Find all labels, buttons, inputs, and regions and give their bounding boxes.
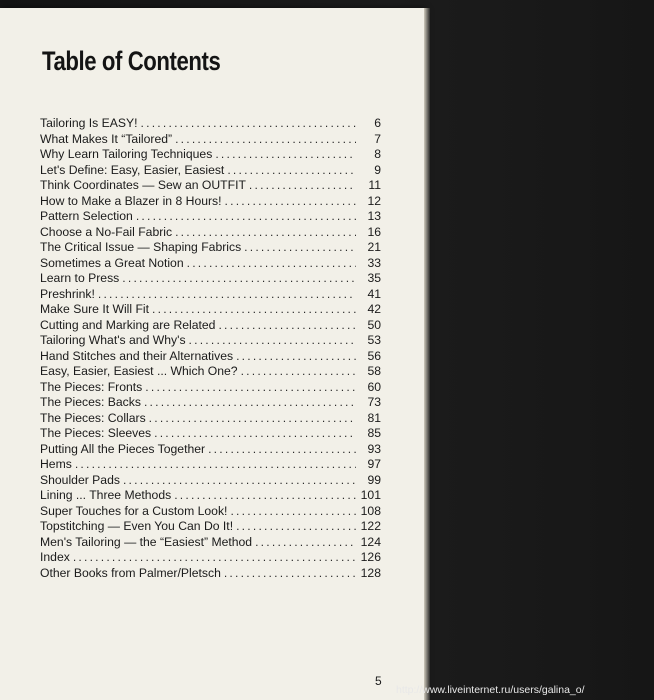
- toc-leader-dots: [122, 271, 356, 287]
- toc-leader-dots: [154, 426, 356, 442]
- toc-entry-page: 42: [367, 302, 381, 316]
- toc-entry: [40, 178, 381, 194]
- toc-entry-page: 13: [367, 209, 381, 223]
- toc-leader-dots: [98, 287, 356, 303]
- toc-leader-dots: [152, 302, 356, 318]
- toc-entry-title: Shoulder Pads: [40, 472, 120, 487]
- toc-entry-page: 58: [367, 364, 381, 378]
- toc-entry: [40, 225, 381, 241]
- toc-leader-dots: [145, 380, 356, 396]
- toc-leader-dots: [218, 318, 356, 334]
- toc-entry: [40, 163, 381, 179]
- toc-entry-title: Learn to Press: [40, 271, 120, 285]
- toc-entry-title: The Pieces: Fronts: [40, 379, 143, 394]
- toc-entry-page: 126: [360, 550, 381, 564]
- toc-entry-page: 124: [360, 534, 381, 549]
- toc-entry: [40, 194, 381, 210]
- toc-entry-page: 35: [367, 271, 381, 285]
- toc-entry: [40, 442, 381, 458]
- toc-entry: [40, 504, 381, 520]
- toc-entry-page: 93: [367, 441, 381, 456]
- toc-entry-page: 56: [367, 348, 381, 363]
- toc-entry-page: 81: [367, 410, 381, 425]
- toc-entry: [40, 380, 381, 396]
- watermark-url: http://www.liveinternet.ru/users/galina_o/: [396, 684, 585, 696]
- toc-entry-page: 50: [367, 317, 381, 332]
- toc-entry-title: Why Learn Tailoring Techniques: [40, 147, 213, 161]
- toc-entry-page: 108: [360, 503, 381, 518]
- toc-entry-title: The Pieces: Backs: [40, 395, 141, 409]
- toc-leader-dots: [255, 535, 356, 551]
- toc-entry-title: What Makes It “Tailored”: [40, 131, 173, 146]
- toc-entry-page: 97: [367, 457, 381, 471]
- toc-leader-dots: [189, 333, 356, 349]
- toc-entry-page: 12: [367, 193, 381, 208]
- table-of-contents: [40, 116, 381, 581]
- toc-entry-title: Pattern Selection: [40, 209, 133, 223]
- toc-entry: [40, 132, 381, 148]
- toc-entry-title: Index: [40, 550, 70, 564]
- toc-leader-dots: [175, 132, 356, 148]
- toc-leader-dots: [141, 116, 356, 132]
- toc-entry-title: Other Books from Palmer/Pletsch: [40, 565, 221, 580]
- toc-entry-title: Cutting and Marking are Related: [40, 317, 216, 332]
- toc-entry-page: 60: [367, 379, 381, 394]
- toc-leader-dots: [249, 178, 356, 194]
- toc-entry: [40, 550, 381, 566]
- toc-leader-dots: [227, 163, 356, 179]
- toc-entry-page: 122: [360, 519, 381, 533]
- toc-leader-dots: [73, 550, 356, 566]
- toc-entry: [40, 426, 381, 442]
- toc-entry-title: Lining ... Three Methods: [40, 488, 172, 502]
- toc-entry-page: 33: [367, 255, 381, 270]
- toc-entry-title: Tailoring What's and Why's: [40, 333, 186, 347]
- toc-entry-title: Putting All the Pieces Together: [40, 441, 206, 456]
- toc-entry: [40, 256, 381, 272]
- toc-entry-title: Preshrink!: [40, 286, 95, 301]
- toc-leader-dots: [241, 364, 356, 380]
- toc-entry-title: The Pieces: Sleeves: [40, 426, 152, 440]
- toc-entry-page: 101: [360, 488, 381, 502]
- toc-leader-dots: [236, 349, 356, 365]
- toc-entry: [40, 209, 381, 225]
- toc-entry-title: Topstitching — Even You Can Do It!: [40, 519, 234, 533]
- toc-leader-dots: [123, 473, 356, 489]
- toc-entry-title: The Critical Issue — Shaping Fabrics: [40, 240, 242, 254]
- toc-entry: [40, 271, 381, 287]
- toc-entry-page: 128: [360, 565, 381, 580]
- toc-entry: [40, 240, 381, 256]
- toc-leader-dots: [175, 225, 356, 241]
- toc-entry: [40, 364, 381, 380]
- toc-entry: [40, 287, 381, 303]
- toc-leader-dots: [187, 256, 356, 272]
- toc-entry-title: Sometimes a Great Notion: [40, 255, 184, 270]
- toc-entry-title: Let's Define: Easy, Easier, Easiest: [40, 162, 225, 177]
- toc-entry: [40, 318, 381, 334]
- toc-entry-title: Men's Tailoring — the “Easiest” Method: [40, 534, 253, 549]
- toc-entry-title: Super Touches for a Custom Look!: [40, 503, 228, 518]
- page-number: 5: [375, 674, 382, 688]
- book-page: [0, 8, 424, 700]
- toc-entry: [40, 457, 381, 473]
- toc-entry: [40, 116, 381, 132]
- toc-leader-dots: [230, 504, 356, 520]
- toc-entry-page: 8: [374, 147, 381, 161]
- toc-leader-dots: [136, 209, 356, 225]
- toc-entry: [40, 473, 381, 489]
- toc-entry-title: The Pieces: Collars: [40, 410, 146, 425]
- toc-leader-dots: [75, 457, 356, 473]
- toc-leader-dots: [244, 240, 356, 256]
- toc-entry: [40, 519, 381, 535]
- toc-entry: [40, 488, 381, 504]
- toc-entry: [40, 566, 381, 582]
- toc-entry: [40, 147, 381, 163]
- toc-entry-page: 7: [374, 131, 381, 146]
- toc-entry-page: 11: [368, 178, 381, 192]
- toc-entry-title: Make Sure It Will Fit: [40, 302, 150, 316]
- toc-entry-page: 21: [367, 240, 381, 254]
- toc-entry-page: 6: [374, 116, 381, 130]
- page-title: Table of Contents: [42, 46, 221, 76]
- toc-leader-dots: [149, 411, 356, 427]
- toc-entry-title: Easy, Easier, Easiest ... Which One?: [40, 364, 238, 378]
- toc-entry-page: 85: [367, 426, 381, 440]
- toc-entry-title: Hems: [40, 457, 72, 471]
- toc-entry-title: How to Make a Blazer in 8 Hours!: [40, 193, 222, 208]
- toc-entry-page: 9: [374, 162, 381, 177]
- page-edge: [424, 8, 430, 700]
- toc-entry: [40, 535, 381, 551]
- toc-entry-page: 16: [367, 224, 381, 239]
- toc-entry-title: Think Coordinates — Sew an OUTFIT: [40, 178, 246, 192]
- toc-leader-dots: [144, 395, 356, 411]
- toc-leader-dots: [224, 566, 356, 582]
- toc-entry: [40, 349, 381, 365]
- toc-entry-page: 73: [367, 395, 381, 409]
- toc-leader-dots: [225, 194, 356, 210]
- toc-leader-dots: [174, 488, 356, 504]
- toc-entry: [40, 395, 381, 411]
- toc-entry-page: 99: [367, 472, 381, 487]
- toc-entry-title: Tailoring Is EASY!: [40, 116, 138, 130]
- toc-entry: [40, 302, 381, 318]
- toc-entry-page: 53: [367, 333, 381, 347]
- toc-entry-title: Choose a No-Fail Fabric: [40, 224, 173, 239]
- toc-leader-dots: [208, 442, 356, 458]
- toc-entry-page: 41: [367, 286, 381, 301]
- toc-entry: [40, 411, 381, 427]
- toc-entry: [40, 333, 381, 349]
- toc-leader-dots: [236, 519, 356, 535]
- toc-entry-title: Hand Stitches and their Alternatives: [40, 348, 234, 363]
- toc-leader-dots: [215, 147, 356, 163]
